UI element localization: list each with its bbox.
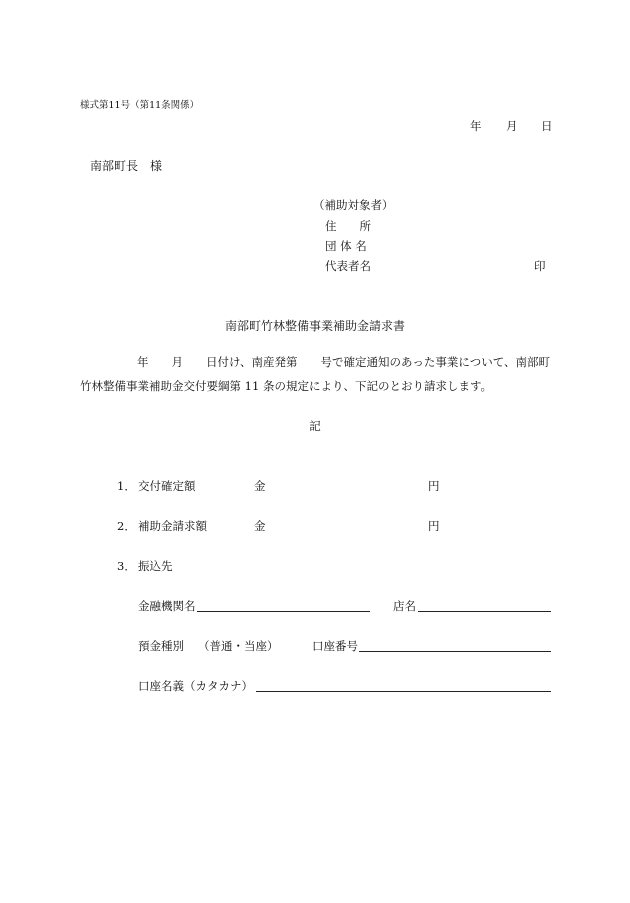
body-line-2: 竹林整備事業補助金交付要綱第 11 条の規定により、下記のとおり請求します。 — [80, 379, 493, 393]
date-year: 年 — [470, 119, 482, 133]
form-number: 様式第11号（第11条関係） — [80, 100, 200, 111]
branch-line[interactable] — [418, 611, 551, 612]
seal-mark: 印 — [534, 259, 546, 273]
item-2-kin: 金 — [254, 519, 266, 533]
item-1-number: 1． — [117, 479, 136, 493]
document-title: 南部町竹林整備事業補助金請求書 — [224, 319, 405, 333]
group-name-label: 団 体 名 — [325, 239, 367, 253]
addressee: 南部町長 様 — [90, 159, 163, 173]
item-1-yen: 円 — [428, 479, 440, 493]
account-name-label: 口座名義（カタカナ） — [138, 679, 253, 693]
bank-institution-label: 金融機関名 — [138, 599, 196, 613]
date-month: 月 — [506, 119, 518, 133]
account-type-options: （普通・当座） — [198, 639, 279, 653]
item-3-label: 振込先 — [138, 559, 173, 573]
ki-heading: 記 — [309, 419, 321, 433]
applicant-heading: （補助対象者） — [313, 198, 394, 212]
body-line-1: 年 月 日付け、南産発第 号で確定通知のあった事業について、南部町 — [137, 355, 550, 369]
item-2-label: 補助金請求額 — [138, 519, 207, 533]
account-name-line[interactable] — [256, 691, 551, 692]
account-number-label: 口座番号 — [312, 639, 358, 653]
date-day: 日 — [541, 119, 553, 133]
item-2-number: 2． — [117, 519, 136, 533]
address-label: 住 所 — [325, 219, 371, 233]
branch-label: 店名 — [393, 599, 416, 613]
representative-label: 代表者名 — [325, 259, 371, 273]
item-2-yen: 円 — [428, 519, 440, 533]
account-number-line[interactable] — [359, 651, 551, 652]
item-1-kin: 金 — [254, 479, 266, 493]
item-3-number: 3． — [117, 559, 136, 573]
item-1-label: 交付確定額 — [138, 479, 196, 493]
bank-institution-line[interactable] — [197, 611, 370, 612]
account-type-label: 預金種別 — [138, 639, 184, 653]
